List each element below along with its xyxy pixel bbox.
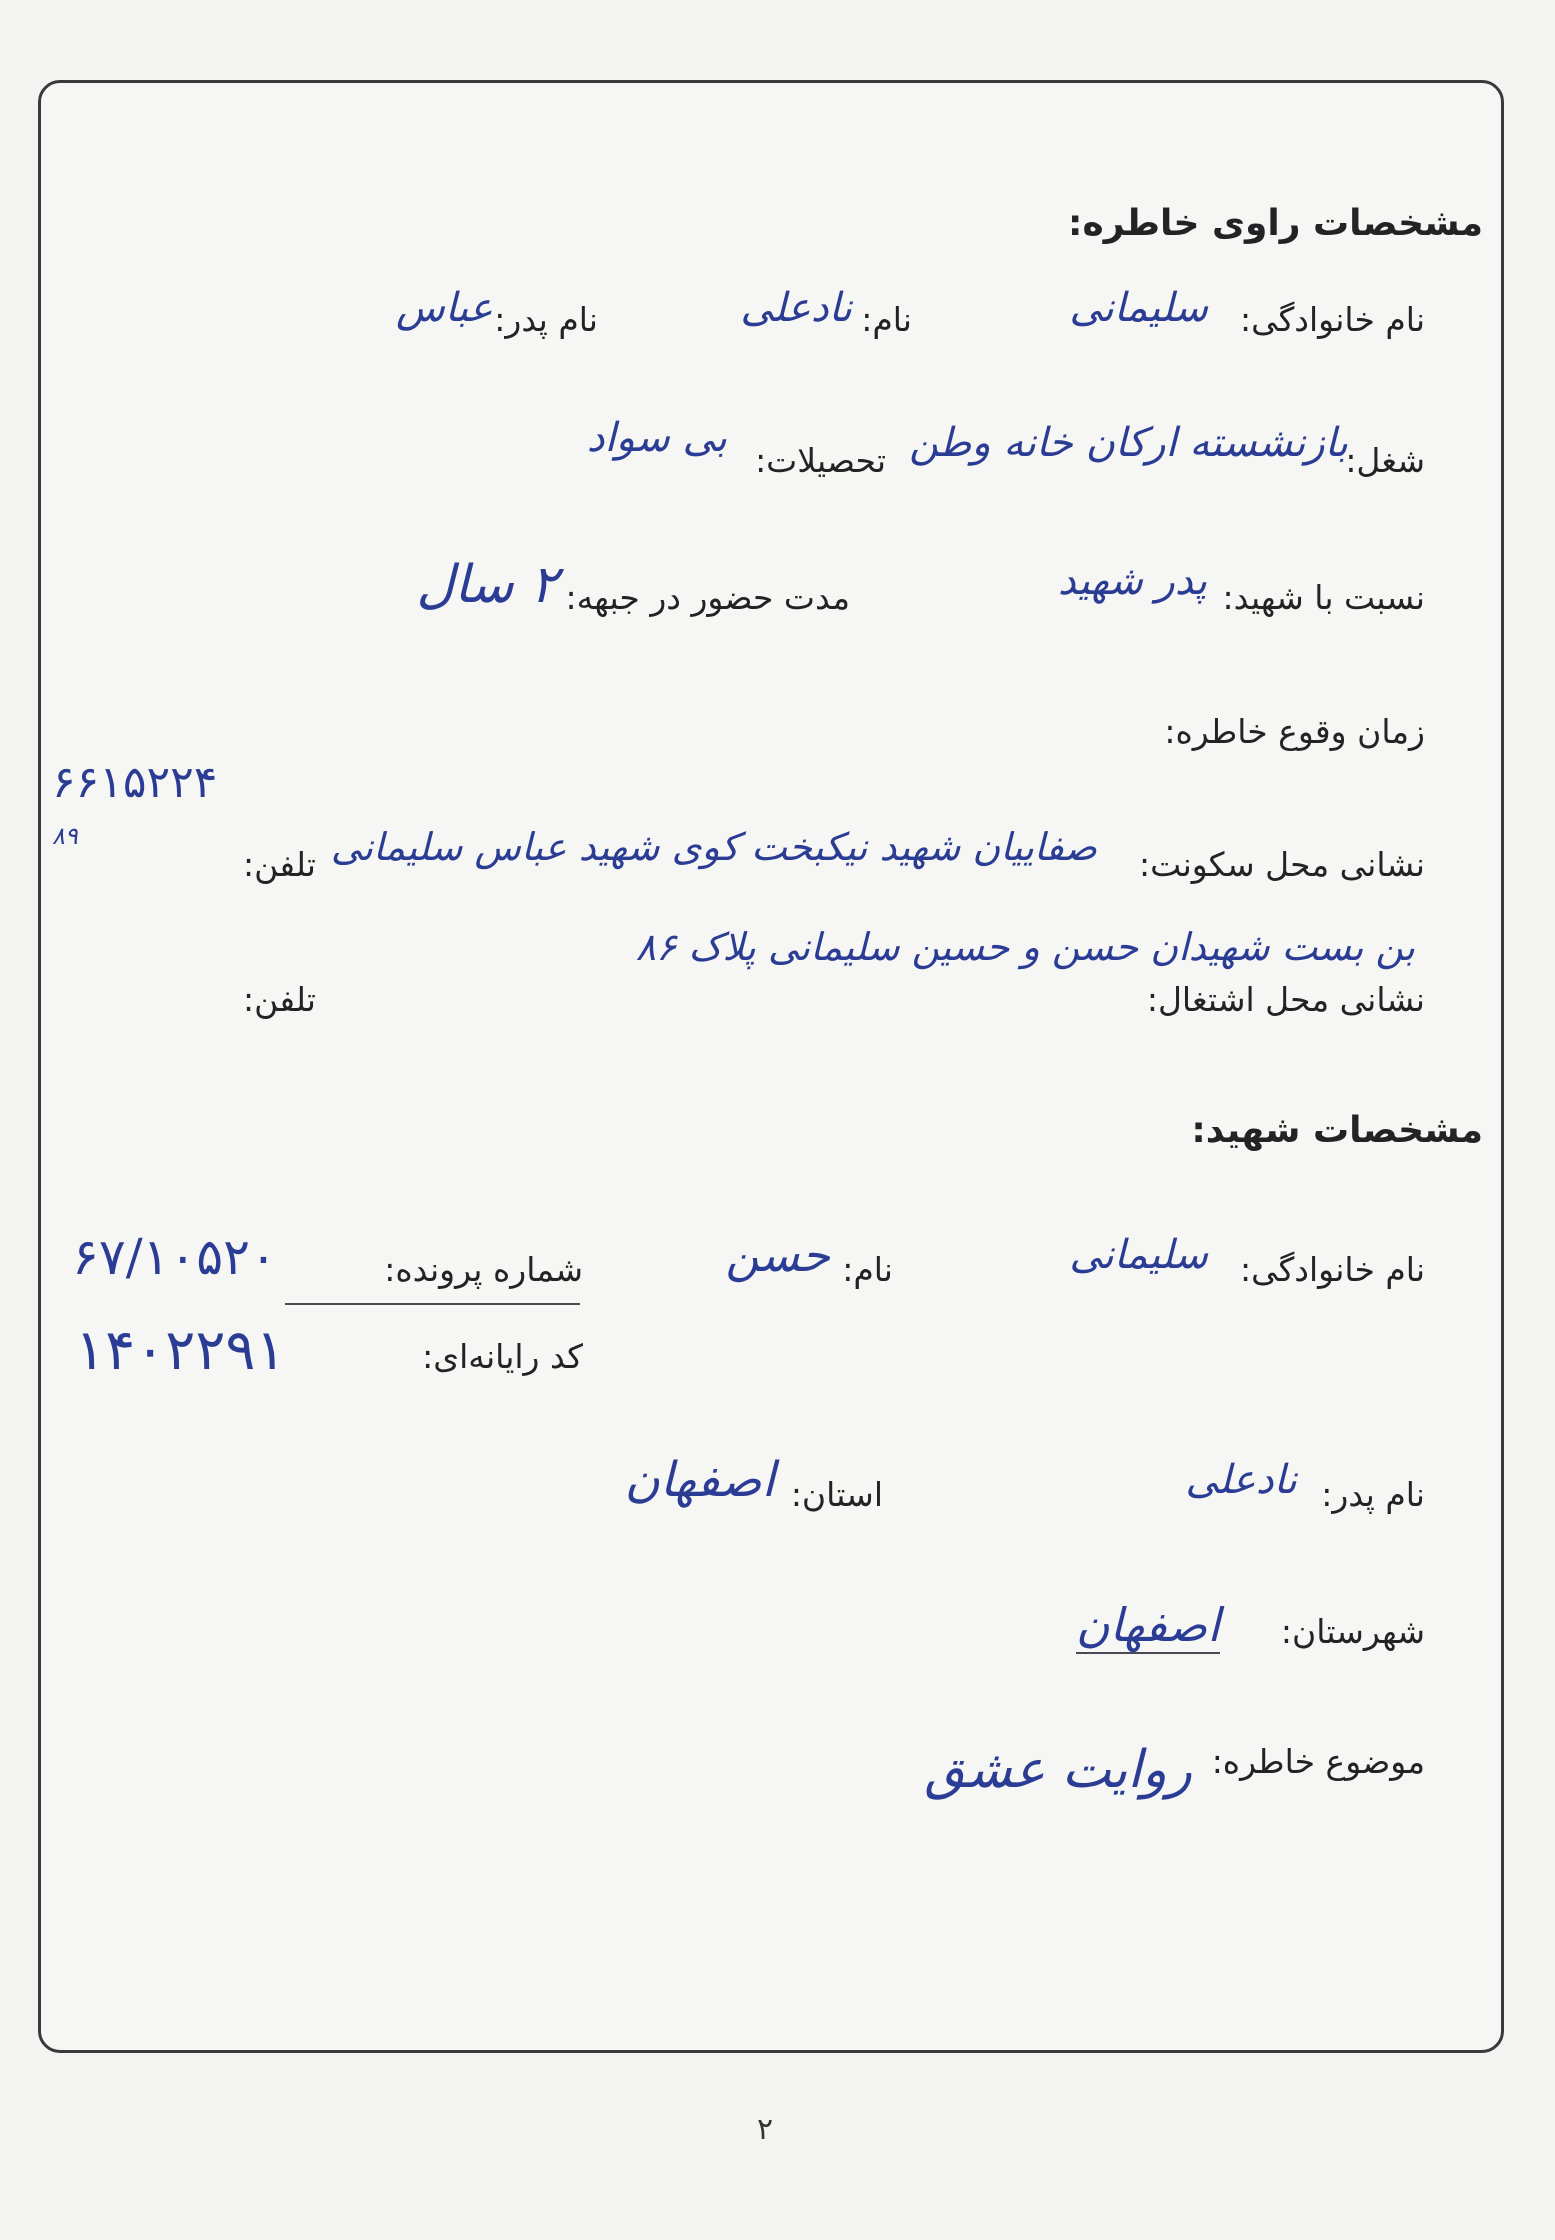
computer-code-value: ۱۴۰۲۲۹۱	[75, 1318, 286, 1383]
martyr-first-name-label: نام:	[842, 1250, 893, 1289]
narrator-education-value: بی سواد	[586, 415, 727, 461]
martyr-family-name-label: نام خانوادگی:	[1239, 1250, 1425, 1289]
residence-phone-label: تلفن:	[242, 845, 316, 884]
narrator-education-label: تحصیلات:	[755, 441, 886, 480]
page-number: ۲	[757, 2112, 774, 2147]
province-label: استان:	[790, 1475, 883, 1514]
narrator-job-label: شغل:	[1345, 441, 1425, 480]
narrator-duration-value: ۲ سال	[416, 555, 558, 615]
martyr-father-label: نام پدر:	[1321, 1475, 1425, 1514]
work-phone-label: تلفن:	[242, 980, 316, 1019]
narrator-job-value: بازنشسته ارکان خانه وطن	[909, 420, 1348, 466]
residence-value-line2: بن بست شهیدان حسن و حسین سلیمانی پلاک ۸۶	[635, 925, 1415, 969]
martyr-first-name-value: حسن	[725, 1228, 830, 1282]
computer-code-label: کد رایانه‌ای:	[422, 1337, 583, 1376]
residence-value: صفاییان شهید نیکبخت کوی شهید عباس سلیمانی	[330, 825, 1097, 869]
memory-subject-label: موضوع خاطره:	[1211, 1742, 1425, 1781]
province-value: اصفهان	[624, 1452, 775, 1508]
file-number-underline	[285, 1303, 580, 1305]
residence-label: نشانی محل سکونت:	[1139, 845, 1425, 884]
file-number-label: شماره پرونده:	[384, 1250, 583, 1289]
narrator-duration-label: مدت حضور در جبهه:	[565, 578, 850, 617]
narrator-first-name-value: نادعلی	[740, 285, 852, 331]
martyr-family-name-value: سلیمانی	[1069, 1232, 1208, 1278]
city-label: شهرستان:	[1280, 1612, 1425, 1651]
city-value: اصفهان	[1075, 1598, 1220, 1652]
martyr-heading: مشخصات شهید:	[1191, 1110, 1483, 1151]
narrator-father-value: عباس	[396, 285, 493, 331]
memory-subject-value: روایت عشق	[924, 1740, 1192, 1800]
phone-value: ۶۶۱۵۲۲۴	[52, 757, 218, 808]
narrator-father-label: نام پدر:	[494, 300, 598, 339]
memory-time-label: زمان وقوع خاطره:	[1164, 712, 1425, 751]
work-address-label: نشانی محل اشتغال:	[1146, 980, 1425, 1019]
martyr-father-value: نادعلی	[1185, 1457, 1297, 1503]
narrator-family-name-label: نام خانوادگی:	[1239, 300, 1425, 339]
narrator-heading: مشخصات راوی خاطره:	[1068, 203, 1483, 244]
phone-note: ۸۹	[52, 822, 78, 850]
narrator-relation-label: نسبت با شهید:	[1222, 578, 1425, 617]
narrator-first-name-label: نام:	[861, 300, 912, 339]
narrator-relation-value: پدر شهید	[1057, 558, 1207, 604]
file-number-value: ۶۷/۱۰۵۲۰	[72, 1228, 277, 1286]
narrator-family-name-value: سلیمانی	[1069, 285, 1208, 331]
